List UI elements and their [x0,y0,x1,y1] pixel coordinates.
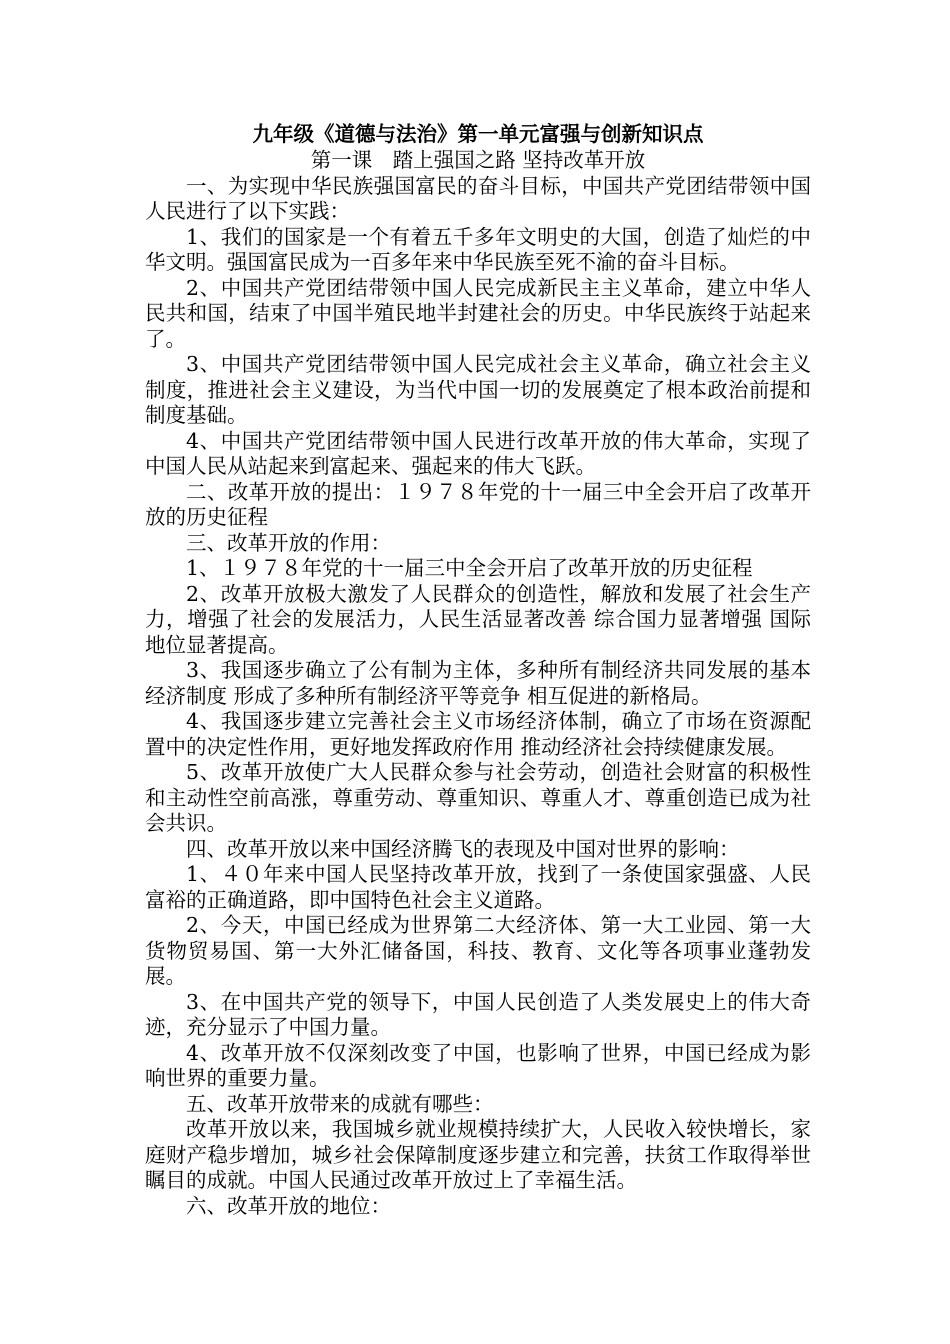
section-heading-3: 三、改革开放的作用： [186,530,391,555]
paragraph: 改革开放以来，我国城乡就业规模持续扩大，人民收入较快增长，家庭财产稳步增加，城乡社会保障制度逐步建立和完善，扶贫工作取得举世瞩目的成就。中国人民通过改革开放过上了幸福生活。 [145,1117,811,1192]
paragraph: 2、今天，中国已经成为世界第二大经济体、第一大工业园、第一大货物贸易国、第一大外汇储备国，科技、教育、文化等各项事业蓬勃发展。 [145,913,811,988]
paragraph: 3、在中国共产党的领导下，中国人民创造了人类发展史上的伟大奇迹，充分显示了中国力量。 [145,989,811,1039]
paragraph: 4、我国逐步建立完善社会主义市场经济体制，确立了市场在资源配置中的决定性作用，更好地发挥政府作用 推动经济社会持续健康发展。 [145,709,811,759]
paragraph: 3、中国共产党团结带领中国人民完成社会主义革命，确立社会主义制度，推进社会主义建设，为当代中国一切的发展奠定了根本政治前提和制度基础。 [145,352,811,427]
paragraph: 2、改革开放极大激发了人民群众的创造性，解放和发展了社会生产力，增强了社会的发展活力，人民生活显著改善 综合国力显著增强 国际地位显著提高。 [145,581,811,657]
lesson-title: 第一课 踏上强国之路 坚持改革开放 [310,148,646,172]
section-heading-5: 五、改革开放带来的成就有哪些： [186,1091,494,1116]
paragraph: 4、中国共产党团结带领中国人民进行改革开放的伟大革命，实现了中国人民从站起来到富起来、强起来的伟大飞跃。 [145,428,811,478]
paragraph: 2、中国共产党团结带领中国人民完成新民主主义革命，建立中华人民共和国，结束了中国半殖民地半封建社会的历史。中华民族终于站起来了。 [145,275,811,351]
paragraph: 1、１９７８年党的十一届三中全会开启了改革开放的历史征程 [186,556,753,580]
paragraph: 5、改革开放使广大人民群众参与社会劳动，创造社会财富的积极性和主动性空前高涨，尊重劳动、尊重知识、尊重人才、尊重创造已成为社会共识。 [145,760,811,835]
section-heading-6: 六、改革开放的地位： [186,1193,391,1218]
paragraph: 1、我们的国家是一个有着五千多年文明史的大国，创造了灿烂的中华文明。强国富民成为一百多年来中华民族至死不渝的奋斗目标。 [145,224,811,274]
paragraph: 3、我国逐步确立了公有制为主体，多种所有制经济共同发展的基本经济制度 形成了多种所有制经济平等竞争 相互促进的新格局。 [145,658,811,708]
document-body [145,121,811,1219]
paragraph: 4、改革开放不仅深刻改变了中国，也影响了世界，中国已经成为影响世界的重要力量。 [145,1040,811,1090]
section-heading-2: 二、改革开放的提出：１９７８年党的十一届三中全会开启了改革开放的历史征程 [145,479,811,529]
document-title: 九年级《道德与法治》第一单元富强与创新知识点 [252,122,704,146]
paragraph: 1、４０年来中国人民坚持改革开放，找到了一条使国家强盛、人民富裕的正确道路，即中国特色社会主义道路。 [145,862,811,912]
section-heading-4: 四、改革开放以来中国经济腾飞的表现及中国对世界的影响： [186,836,740,861]
section-heading-1: 一、为实现中华民族强国富民的奋斗目标，中国共产党团结带领中国人民进行了以下实践： [145,173,811,223]
